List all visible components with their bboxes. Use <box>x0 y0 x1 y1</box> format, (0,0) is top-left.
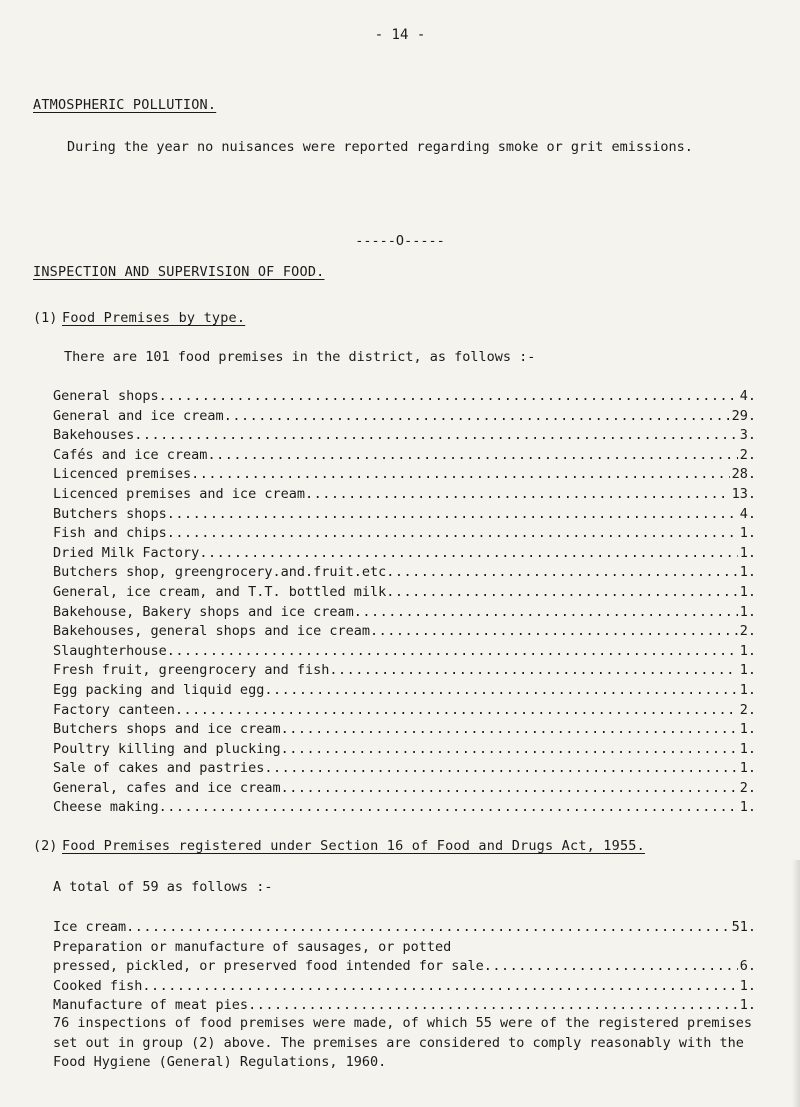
list-item <box>53 720 756 740</box>
leader-dots <box>305 485 730 505</box>
item-label: Cooked fish <box>53 977 143 994</box>
item-count: 1. <box>739 564 756 581</box>
item-count: 28. <box>731 466 756 483</box>
leader-dots <box>329 661 737 681</box>
item-count: 1. <box>739 642 756 659</box>
list-item <box>53 681 756 701</box>
item-label: Licenced premises <box>53 466 192 483</box>
leader-dots <box>224 407 730 427</box>
leader-dots <box>484 957 738 977</box>
item-count: 1. <box>739 603 756 620</box>
leader-dots <box>167 642 738 662</box>
item-label: Butchers shop, greengrocery.and.fruit.etc <box>53 564 387 581</box>
leader-dots <box>281 740 738 760</box>
section-1-intro: There are 101 food premises in the district, as follows :- <box>64 349 536 365</box>
atmospheric-pollution-text: During the year no nuisances were reported regarding smoke or grit emissions. <box>67 139 693 155</box>
leader-dots <box>142 977 737 997</box>
section-2-closing-text: 76 inspections of food premises were made, of which 55 were of the registered premises set out in group (2) above. The premises are considered to comply reasonably with the Food Hygiene (General) Regulations, 1960. <box>53 1015 752 1070</box>
list-item <box>53 524 756 544</box>
list-item <box>53 661 756 681</box>
section-2-number: (2) <box>33 838 58 854</box>
item-count: 1. <box>739 525 756 542</box>
item-label: Cheese making <box>53 799 159 816</box>
list-item <box>53 563 756 583</box>
list-item <box>53 485 756 505</box>
item-count: 1. <box>739 721 756 738</box>
item-label: Manufacture of meat pies <box>53 997 249 1014</box>
page-edge-shadow <box>792 860 800 1107</box>
leader-dots <box>281 720 738 740</box>
item-count: 1. <box>739 760 756 777</box>
item-count: 1. <box>739 662 756 679</box>
list-item <box>53 407 756 427</box>
leader-dots <box>354 603 738 623</box>
item-label: Licenced premises and ice cream <box>53 485 305 502</box>
item-count: 1. <box>739 799 756 816</box>
section-1-number: (1) <box>33 310 58 326</box>
list-item <box>53 957 756 977</box>
food-premises-list <box>53 387 756 818</box>
leader-dots <box>264 681 737 701</box>
leader-dots <box>264 759 737 779</box>
item-label: Bakehouses <box>53 427 135 444</box>
item-label: Sale of cakes and pastries <box>53 760 265 777</box>
leader-dots <box>386 583 737 603</box>
list-item <box>53 426 756 446</box>
list-item <box>53 622 756 642</box>
section-2-title: Food Premises registered under Section 16 of Food and Drugs Act, 1955. <box>62 838 645 854</box>
item-count: 3. <box>739 427 756 444</box>
item-count: 4. <box>739 505 756 522</box>
list-item <box>53 740 756 760</box>
item-label: Cafés and ice cream <box>53 446 208 463</box>
leader-dots <box>386 563 737 583</box>
section-separator: -----O----- <box>355 233 445 249</box>
list-item <box>53 603 756 623</box>
leader-dots <box>370 622 738 642</box>
item-count: 1. <box>739 544 756 561</box>
item-label: Fish and chips <box>53 525 167 542</box>
list-item <box>53 505 756 525</box>
list-item <box>53 798 756 818</box>
item-label: Egg packing and liquid egg <box>53 681 265 698</box>
item-label: Dried Milk Factory <box>53 544 200 561</box>
item-label: Slaughterhouse <box>53 642 167 659</box>
item-label: Factory canteen <box>53 701 175 718</box>
item-count: 13. <box>731 485 756 502</box>
list-item <box>53 642 756 662</box>
item-count: 1. <box>739 681 756 698</box>
list-item <box>53 759 756 779</box>
item-count: 1. <box>739 740 756 757</box>
item-count: 1. <box>739 997 756 1014</box>
registered-premises-list <box>53 918 756 1016</box>
leader-dots <box>281 779 738 799</box>
item-count: 2. <box>739 701 756 718</box>
item-count: 6. <box>739 958 756 975</box>
item-label: Butchers shops <box>53 505 167 522</box>
leader-dots <box>167 524 738 544</box>
item-label: Butchers shops and ice cream <box>53 721 281 738</box>
leader-dots <box>159 387 738 407</box>
item-label: General, ice cream, and T.T. bottled milk <box>53 583 387 600</box>
item-count: 1. <box>739 977 756 994</box>
leader-dots <box>199 544 737 564</box>
list-item <box>53 465 756 485</box>
section-1-title: Food Premises by type. <box>62 310 246 326</box>
item-count: 4. <box>739 388 756 404</box>
list-item <box>53 583 756 603</box>
item-count: 2. <box>739 446 756 463</box>
leader-dots <box>134 426 737 446</box>
atmospheric-pollution-heading: ATMOSPHERIC POLLUTION. <box>33 97 217 113</box>
item-count: 29. <box>731 407 756 424</box>
leader-dots <box>207 446 737 466</box>
list-item <box>53 918 756 938</box>
list-item <box>53 387 756 407</box>
item-label: Preparation or manufacture of sausages, or potted <box>53 938 452 955</box>
page-number: - 14 - <box>374 27 426 43</box>
item-label: General and ice cream <box>53 407 224 424</box>
item-label: Ice cream <box>53 919 127 935</box>
item-label: General shops <box>53 388 159 404</box>
item-label: pressed, pickled, or preserved food intended for sale <box>53 958 484 975</box>
list-item <box>53 446 756 466</box>
item-count: 2. <box>739 779 756 796</box>
leader-dots <box>159 798 738 818</box>
leader-dots <box>126 918 729 938</box>
item-label: Bakehouse, Bakery shops and ice cream <box>53 603 354 620</box>
leader-dots <box>191 465 729 485</box>
leader-dots <box>175 701 738 721</box>
list-item <box>53 544 756 564</box>
item-label: Poultry killing and plucking <box>53 740 281 757</box>
leader-dots <box>167 505 738 525</box>
list-item <box>53 938 756 958</box>
item-count: 51. <box>731 919 756 935</box>
list-item <box>53 977 756 997</box>
item-count: 1. <box>739 583 756 600</box>
list-item <box>53 779 756 799</box>
item-count: 2. <box>739 623 756 640</box>
list-item <box>53 701 756 721</box>
inspection-heading: INSPECTION AND SUPERVISION OF FOOD. <box>33 264 325 280</box>
item-label: Bakehouses, general shops and ice cream <box>53 623 370 640</box>
item-label: General, cafes and ice cream <box>53 779 281 796</box>
item-label: Fresh fruit, greengrocery and fish <box>53 662 330 679</box>
section-2-intro: A total of 59 as follows :- <box>53 879 273 895</box>
